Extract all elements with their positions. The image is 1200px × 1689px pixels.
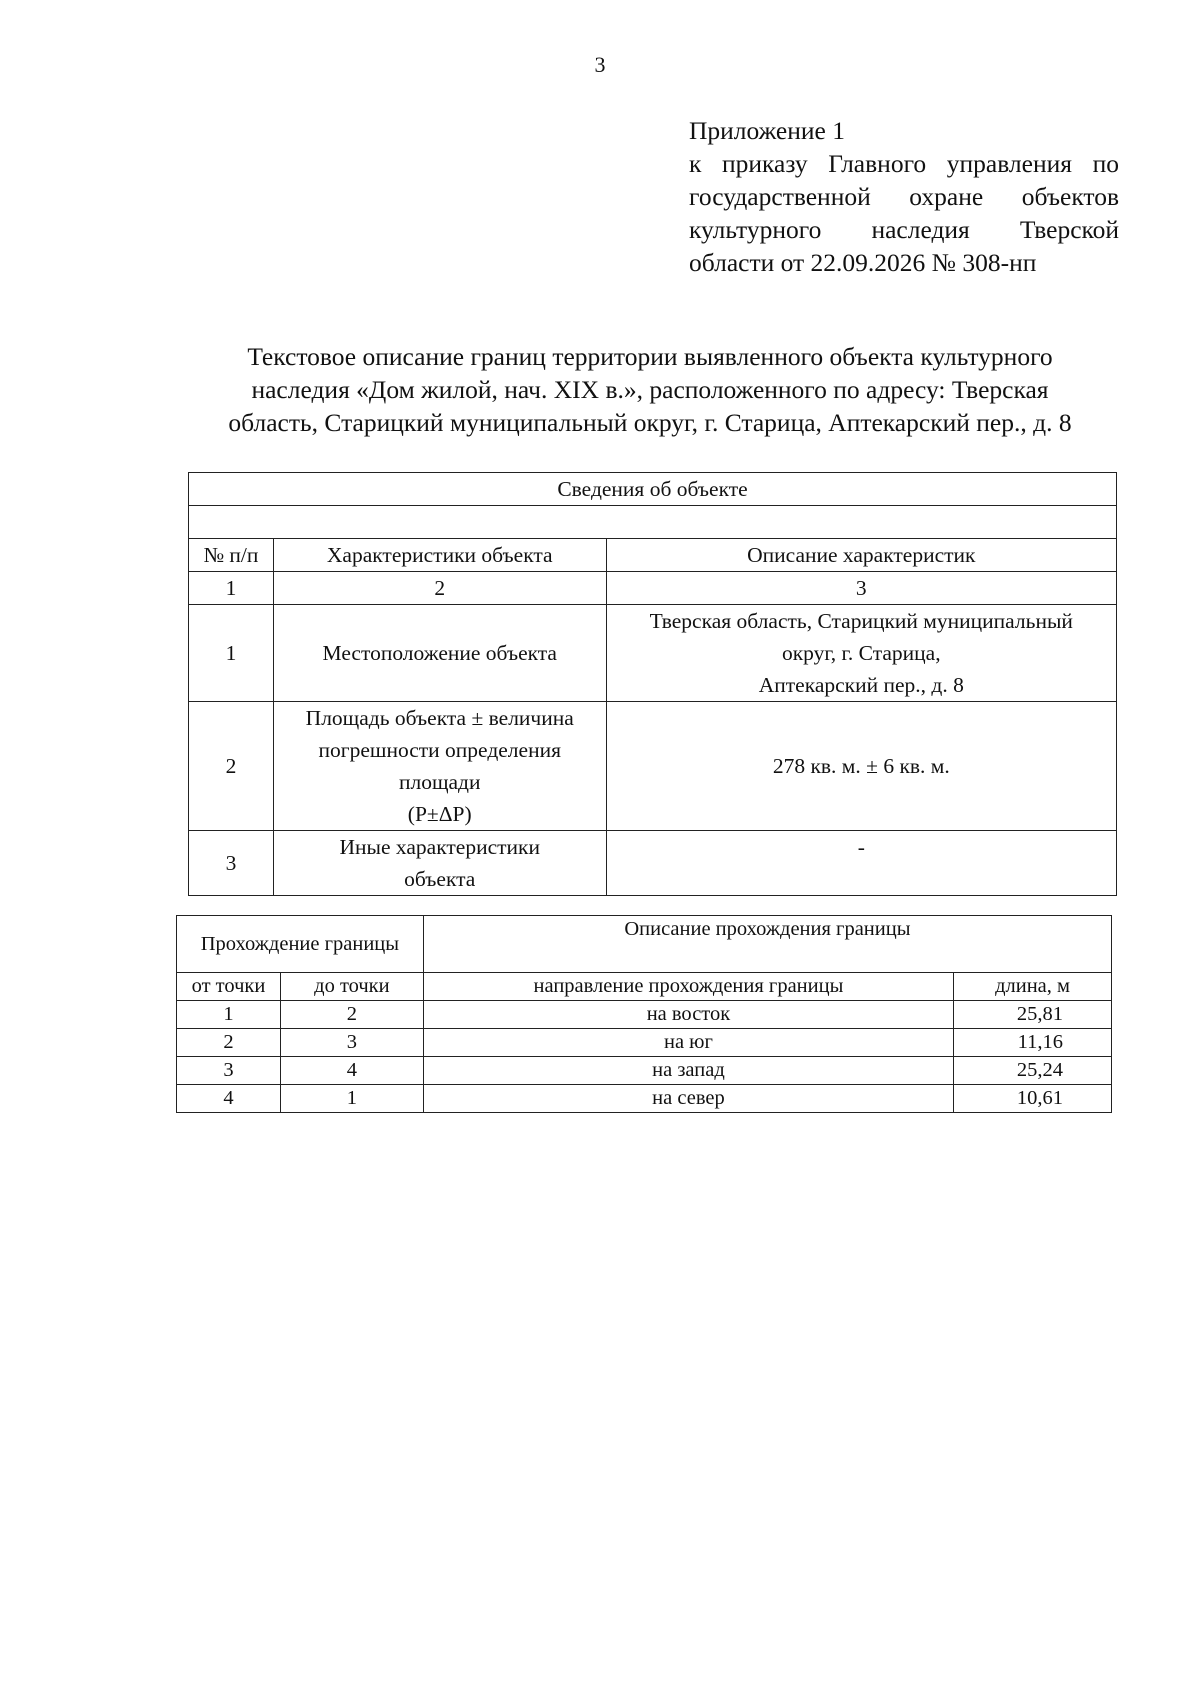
from-point: 2 <box>177 1029 281 1057</box>
description-line: Аптекарский пер., д. 8 <box>758 673 964 697</box>
characteristic-name <box>273 831 606 896</box>
to-point: 2 <box>280 1001 423 1029</box>
title-line: наследия «Дом жилой, нач. XIX в.», расположенного по адресу: Тверская <box>251 375 1049 404</box>
table-row <box>177 1001 1112 1029</box>
boundary-table <box>176 915 1112 1113</box>
header-description: Описание прохождения границы <box>423 916 1111 973</box>
description-line: округ, г. Старица, <box>781 641 941 665</box>
subheader-to: до точки <box>280 973 423 1001</box>
length: 10,61 <box>954 1085 1112 1113</box>
table-row <box>177 1057 1112 1085</box>
empty-row <box>189 506 1117 539</box>
characteristic-description <box>606 702 1116 831</box>
row-number: 1 <box>189 605 274 702</box>
direction: на восток <box>423 1001 953 1029</box>
table-row <box>177 1029 1112 1057</box>
length: 11,16 <box>954 1029 1112 1057</box>
header-passage: Прохождение границы <box>177 916 424 973</box>
characteristic-line: (Р±ΔР) <box>407 802 472 826</box>
length: 25,81 <box>954 1001 1112 1029</box>
direction: на юг <box>423 1029 953 1057</box>
table-row <box>189 702 1117 831</box>
to-point: 3 <box>280 1029 423 1057</box>
numbering-cell: 1 <box>189 572 274 605</box>
subheader-from: от точки <box>177 973 281 1001</box>
characteristic-line: объекта <box>404 867 476 891</box>
description-line: 278 кв. м. ± 6 кв. м. <box>772 754 950 778</box>
title-line: область, Старицкий муниципальный округ, г. Старица, Аптекарский пер., д. 8 <box>228 408 1072 437</box>
characteristic-line: площади <box>398 770 481 794</box>
characteristic-description <box>606 605 1116 702</box>
title-line: Текстовое описание границ территории выявленного объекта культурного <box>247 342 1053 371</box>
document-title <box>170 340 1130 439</box>
direction: на север <box>423 1085 953 1113</box>
direction: на запад <box>423 1057 953 1085</box>
object-info-table <box>188 472 1117 896</box>
to-point: 1 <box>280 1085 423 1113</box>
appendix-line: области от 22.09.2026 № 308-нп <box>689 248 1037 277</box>
object-table-caption: Сведения об объекте <box>189 473 1117 506</box>
length: 25,24 <box>954 1057 1112 1085</box>
numbering-cell: 2 <box>273 572 606 605</box>
description-line: Тверская область, Старицкий муниципальный <box>649 609 1073 633</box>
header-description: Описание характеристик <box>606 539 1116 572</box>
characteristic-line: Иные характеристики <box>339 835 540 859</box>
to-point: 4 <box>280 1057 423 1085</box>
appendix-line: к приказу Главного управления по <box>689 149 1119 178</box>
row-number: 3 <box>189 831 274 896</box>
characteristic-line: Площадь объекта ± величина <box>305 706 574 730</box>
row-number: 2 <box>189 702 274 831</box>
characteristic-line: Местоположение объекта <box>322 641 557 665</box>
table-row <box>189 605 1117 702</box>
from-point: 3 <box>177 1057 281 1085</box>
appendix-line: Приложение 1 <box>689 116 845 145</box>
page-number: 3 <box>594 52 606 77</box>
description-line: - <box>857 835 865 859</box>
characteristic-line: погрешности определения <box>318 738 561 762</box>
table-row <box>189 831 1117 896</box>
characteristic-description <box>606 831 1116 896</box>
from-point: 1 <box>177 1001 281 1029</box>
header-num: № п/п <box>189 539 274 572</box>
characteristic-name <box>273 702 606 831</box>
appendix-line: государственной охране объектов <box>689 182 1119 211</box>
header-characteristics: Характеристики объекта <box>273 539 606 572</box>
appendix-line: культурного наследия Тверской <box>689 215 1119 244</box>
subheader-direction: направление прохождения границы <box>423 973 953 1001</box>
characteristic-name <box>273 605 606 702</box>
numbering-cell: 3 <box>606 572 1116 605</box>
table-row <box>177 1085 1112 1113</box>
appendix-header <box>689 114 1119 279</box>
subheader-length: длина, м <box>954 973 1112 1001</box>
from-point: 4 <box>177 1085 281 1113</box>
